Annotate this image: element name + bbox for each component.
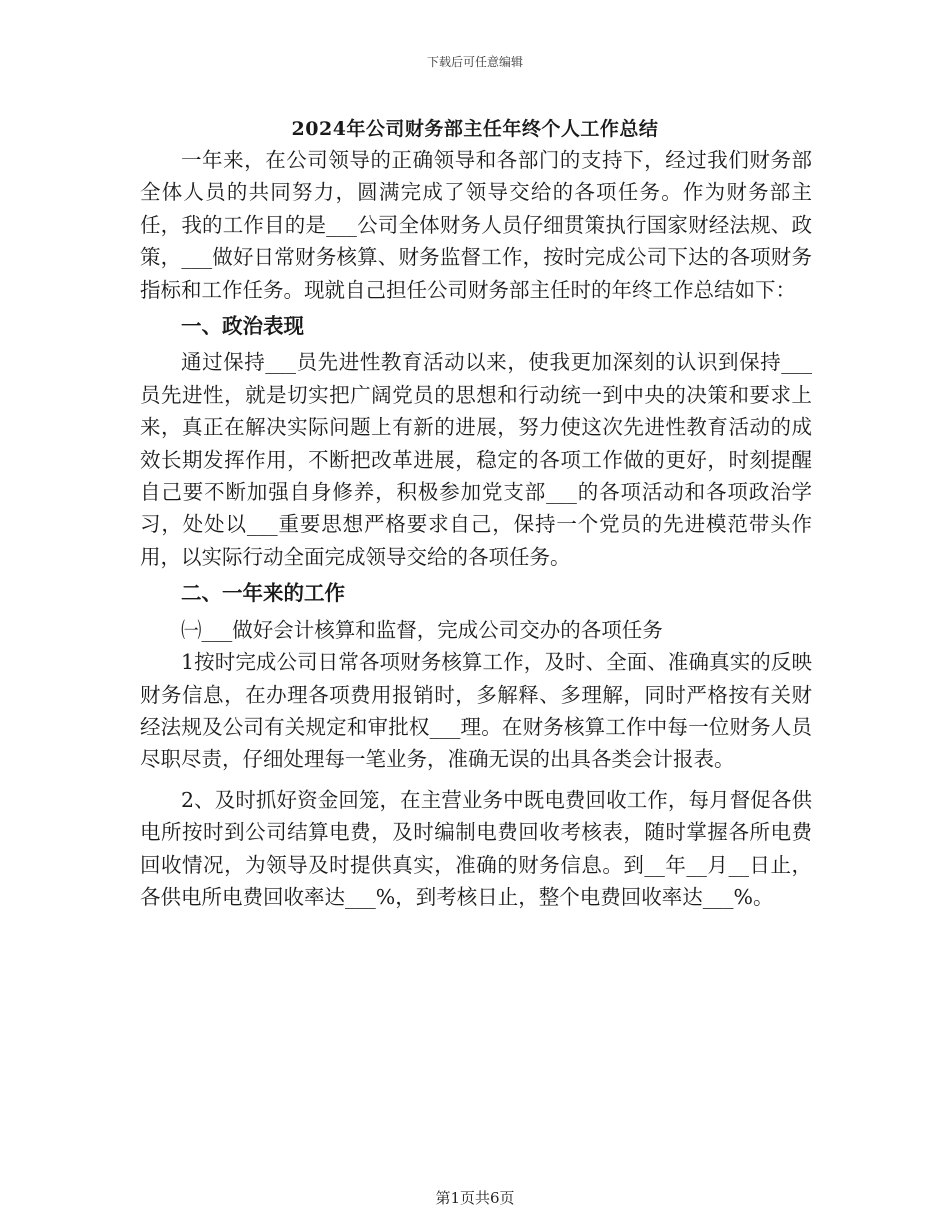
item-1-paragraph: 1按时完成公司日常各项财务核算工作，及时、全面、准确真实的反映财务信息，在办理各项费用报销时，多解释、多理解，同时严格按有关财经法规及公司有关规定和审批权___理。在财务核算工作中每一位财务人员尽职尽责，仔细处理每一笔业务，准确无误的出具各类会计报表。 bbox=[140, 650, 812, 772]
section-2-subheading: ㈠___做好会计核算和监督，完成公司交办的各项任务 bbox=[181, 617, 663, 642]
section-1-heading: 一、政治表现 bbox=[181, 314, 304, 339]
section-2-heading: 二、一年来的工作 bbox=[181, 581, 345, 606]
header-note: 下载后可任意编辑 bbox=[426, 55, 523, 69]
document-title: 2024年公司财务部主任年终个人工作总结 bbox=[291, 118, 659, 140]
document-body bbox=[140, 144, 812, 913]
item-2-paragraph: 2、及时抓好资金回笼，在主营业务中既电费回收工作，每月督促各供电所按时到公司结算电费，及时编制电费回收考核表，随时掌握各所电费回收情况，为领导及时提供真实，准确的财务信息。到__年__月__日止，各供电所电费回收率达___%，到考核日止，整个电费回收率达___%。 bbox=[140, 787, 812, 909]
page-footer: 第1页共6页 bbox=[435, 1189, 515, 1207]
section-1-paragraph: 通过保持___员先进性教育活动以来，使我更加深刻的认识到保持___员先进性，就是切实把广阔党员的思想和行动统一到中央的决策和要求上来，真正在解决实际问题上有新的进展，努力使这次先进性教育活动的成效长期发挥作用，不断把改革进展，稳定的各项工作做的更好，时刻提醒自己要不断加强自身修养，积极参加党支部___的各项活动和各项政治学习，处处以___重要思想严格要求自己，保持一个党员的先进模范带头作用，以实际行动全面完成领导交给的各项任务。 bbox=[140, 350, 812, 569]
intro-paragraph: 一年来，在公司领导的正确领导和各部门的支持下，经过我们财务部全体人员的共同努力，圆满完成了领导交给的各项任务。作为财务部主任，我的工作目的是___公司全体财务人员仔细贯策执行国家财经法规、政策，___做好日常财务核算、财务监督工作，按时完成公司下达的各项财务指标和工作任务。现就自己担任公司财务部主任时的年终工作总结如下： bbox=[140, 148, 812, 302]
